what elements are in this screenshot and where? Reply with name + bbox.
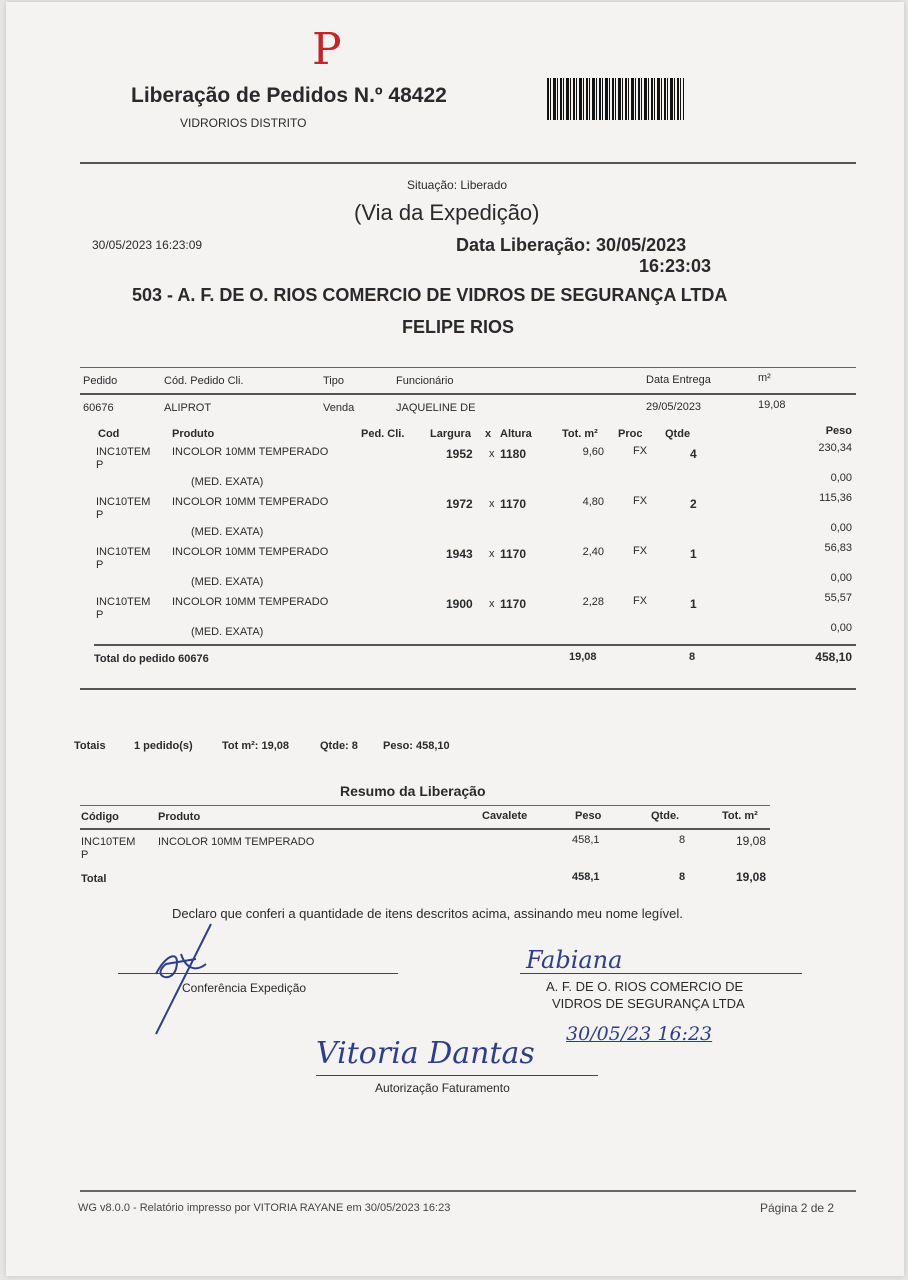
item-proc: FX (633, 495, 648, 507)
order-m2: 19,08 (758, 399, 786, 411)
summary-total-peso: 458,1 (572, 871, 600, 883)
summary-row-tot-m2: 19,08 (735, 834, 766, 848)
item-header-qtde: Qtde (665, 428, 691, 440)
item-weight-secondary: 0,00 (830, 522, 852, 534)
client-contact: FELIPE RIOS (402, 317, 515, 337)
signature-caption-bottom: Autorização Faturamento (375, 1081, 510, 1095)
divider (80, 367, 856, 368)
item-header-largura: Largura (430, 428, 471, 440)
divider (94, 644, 856, 646)
item-height: 1180 (500, 447, 527, 461)
order-employee: JAQUELINE DE (396, 402, 476, 414)
item-times: x (489, 448, 495, 460)
release-date: Data Liberação: 30/05/2023 (456, 235, 687, 255)
item-height: 1170 (500, 497, 527, 511)
item-cod-suffix: P (96, 609, 104, 621)
divider (80, 828, 770, 830)
item-product: INCOLOR 10MM TEMPERADO (172, 446, 329, 458)
summary-row-cod-suffix: P (81, 849, 89, 861)
totals-pedidos: 1 pedido(s) (134, 740, 193, 752)
item-proc: FX (633, 545, 648, 557)
item-height: 1170 (500, 547, 527, 561)
col-header-m2: m² (758, 372, 771, 384)
item-product-note: (MED. EXATA) (191, 526, 264, 538)
printed-datetime: 30/05/2023 16:23:09 (92, 238, 203, 252)
item-weight: 115,36 (819, 492, 852, 504)
summary-row-qtde: 8 (679, 834, 686, 846)
item-height: 1170 (500, 597, 527, 611)
item-qtde: 4 (690, 447, 697, 461)
item-header-produto: Produto (172, 428, 215, 440)
signature-scribble-left (126, 914, 236, 1039)
signature-right: Fabiana (526, 946, 623, 974)
footer-print-info: WG v8.0.0 - Relatório impresso por VITORIA RAYANE em 30/05/2023 16:23 (78, 1202, 451, 1214)
divider (80, 805, 770, 806)
item-times: x (489, 548, 495, 560)
item-cod: INC10TEM (96, 546, 151, 558)
order-total-label: Total do pedido 60676 (94, 653, 209, 665)
summary-row-produto: INCOLOR 10MM TEMPERADO (158, 836, 315, 848)
signature-date: 30/05/23 16:23 (566, 1023, 713, 1045)
summary-row-peso: 458,1 (572, 834, 600, 846)
item-cod-suffix: P (96, 509, 104, 521)
col-header-cod-pedido-cli: Cód. Pedido Cli. (164, 375, 244, 387)
divider (80, 162, 856, 164)
divider (80, 688, 856, 690)
item-weight: 55,57 (824, 592, 852, 604)
item-tot-m2: 2,40 (582, 546, 604, 558)
item-width: 1900 (446, 597, 473, 611)
summary-header-tot-m2: Tot. m² (722, 810, 758, 822)
order-type: Venda (323, 402, 355, 414)
item-qtde: 2 (690, 497, 697, 511)
col-header-data-entrega: Data Entrega (646, 374, 711, 386)
item-header-cod: Cod (98, 428, 120, 440)
col-header-tipo: Tipo (323, 375, 344, 387)
divider (80, 393, 856, 395)
item-header-tot-m2: Tot. m² (562, 428, 598, 440)
summary-header-peso: Peso (575, 810, 602, 822)
status-text: Situação: Liberado (407, 178, 508, 192)
summary-header-cavalete: Cavalete (482, 810, 528, 822)
item-weight: 230,34 (818, 442, 852, 454)
item-width: 1952 (446, 447, 473, 461)
item-header-proc: Proc (618, 428, 643, 440)
summary-total-label: Total (81, 873, 107, 885)
summary-total-tot-m2: 19,08 (735, 870, 766, 884)
item-header-x: x (485, 428, 492, 440)
item-width: 1972 (446, 497, 473, 511)
item-qtde: 1 (690, 547, 697, 561)
item-weight-secondary: 0,00 (830, 472, 852, 484)
summary-row-cod: INC10TEM (81, 836, 136, 848)
col-header-pedido: Pedido (83, 375, 118, 387)
signature-caption-right-2: VIDROS DE SEGURANÇA LTDA (552, 996, 745, 1011)
item-product-note: (MED. EXATA) (191, 476, 264, 488)
item-weight: 56,83 (824, 542, 852, 554)
item-product: INCOLOR 10MM TEMPERADO (172, 546, 329, 558)
summary-header-produto: Produto (158, 811, 201, 823)
item-tot-m2: 4,80 (582, 496, 604, 508)
release-time: 16:23:03 (639, 256, 712, 276)
declaration-text: Declaro que conferi a quantidade de itens descritos acima, assinando meu nome legível. (172, 906, 683, 921)
order-number: 60676 (83, 402, 114, 414)
item-cod: INC10TEM (96, 496, 151, 508)
order-client-code: ALIPROT (164, 402, 212, 414)
company-name: VIDRORIOS DISTRITO (180, 116, 307, 130)
document-sheet (6, 2, 904, 1276)
page-title: Liberação de Pedidos N.º 48422 (131, 84, 447, 107)
item-times: x (489, 498, 495, 510)
item-header-altura: Altura (500, 428, 532, 440)
totals-peso: Peso: 458,10 (383, 740, 450, 752)
item-header-ped-cli: Ped. Cli. (361, 428, 405, 440)
item-qtde: 1 (690, 597, 697, 611)
item-weight-secondary: 0,00 (830, 622, 852, 634)
order-total-peso: 458,10 (815, 650, 852, 664)
signature-caption-right-1: A. F. DE O. RIOS COMERCIO DE (546, 979, 744, 994)
item-header-peso: Peso (825, 425, 852, 437)
summary-title: Resumo da Liberação (340, 783, 486, 799)
item-cod-suffix: P (96, 559, 104, 571)
col-header-funcionario: Funcionário (396, 375, 454, 387)
item-cod: INC10TEM (96, 446, 151, 458)
item-proc: FX (633, 595, 648, 607)
order-total-m2: 19,08 (569, 651, 597, 663)
item-times: x (489, 598, 495, 610)
handwritten-mark: P (312, 24, 342, 75)
footer-page-number: Página 2 de 2 (760, 1201, 835, 1215)
via-label: (Via da Expedição) (354, 200, 540, 225)
item-product-note: (MED. EXATA) (191, 626, 264, 638)
item-product-note: (MED. EXATA) (191, 576, 264, 588)
item-proc: FX (633, 445, 648, 457)
signature-line-right (520, 973, 802, 974)
summary-header-qtde: Qtde. (651, 810, 680, 822)
order-delivery-date: 29/05/2023 (646, 401, 702, 413)
item-width: 1943 (446, 547, 473, 561)
signature-line-left (118, 973, 398, 974)
signature-line-bottom (316, 1075, 598, 1076)
summary-total-qtde: 8 (679, 871, 686, 883)
item-tot-m2: 9,60 (582, 446, 604, 458)
summary-header-codigo: Código (81, 811, 119, 823)
totals-m2: Tot m²: 19,08 (222, 740, 290, 752)
signature-caption-left: Conferência Expedição (182, 981, 307, 995)
item-tot-m2: 2,28 (582, 596, 604, 608)
signature-bottom: Vitoria Dantas (316, 1036, 535, 1071)
item-cod-suffix: P (96, 459, 104, 471)
item-product: INCOLOR 10MM TEMPERADO (172, 596, 329, 608)
order-total-qtde: 8 (689, 651, 696, 663)
item-cod: INC10TEM (96, 596, 151, 608)
item-product: INCOLOR 10MM TEMPERADO (172, 496, 329, 508)
barcode (547, 78, 684, 120)
item-weight-secondary: 0,00 (830, 572, 852, 584)
footer-divider (80, 1190, 856, 1192)
totals-qtde: Qtde: 8 (320, 740, 358, 752)
totals-label: Totais (74, 740, 106, 752)
client-name: 503 - A. F. DE O. RIOS COMERCIO DE VIDROS DE SEGURANÇA LTDA (132, 285, 728, 305)
